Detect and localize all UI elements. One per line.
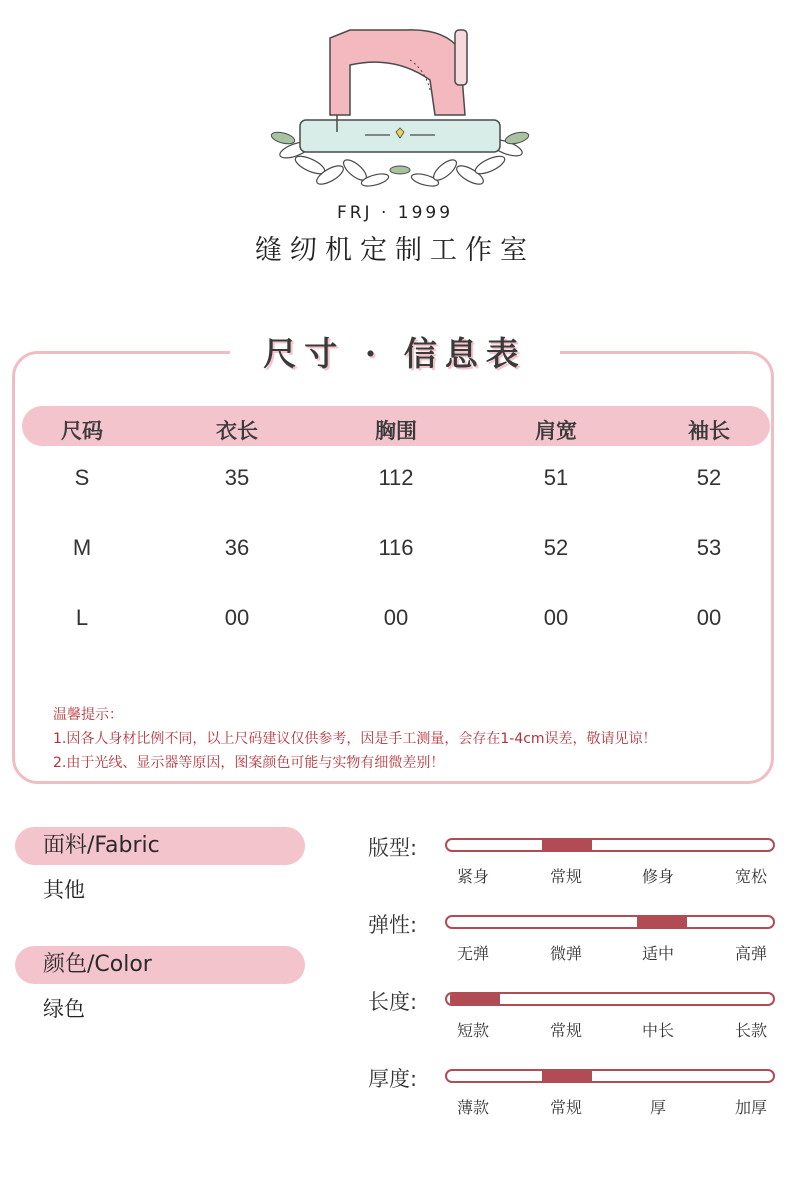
table-cell: 00 (543, 605, 569, 630)
table-cell: 116 (378, 535, 414, 560)
attribute-scale-bar (445, 1069, 775, 1083)
attribute-label: 厚度: (368, 1067, 418, 1091)
attribute-scale-marker (637, 917, 687, 927)
size-notes (53, 703, 657, 775)
attribute-option: 常规 (549, 1021, 582, 1040)
attribute-scale-marker (450, 994, 500, 1004)
attribute-scale-bar (445, 915, 775, 929)
color-value: 绿色 (43, 997, 85, 1021)
col-header-shoulder: 肩宽 (535, 419, 577, 443)
table-cell: 51 (543, 465, 569, 490)
col-header-sleeve: 袖长 (688, 419, 730, 443)
col-header-size: 尺码 (61, 419, 103, 443)
attribute-option: 中长 (641, 1021, 674, 1040)
size-section-title: 尺寸 · 信息表 (230, 330, 560, 378)
table-cell: S (74, 465, 90, 490)
attribute-scale-marker (542, 840, 592, 850)
color-label: 颜色/Color (15, 946, 305, 984)
table-cell: M (72, 535, 92, 560)
table-row (0, 605, 790, 635)
studio-name: 缝纫机定制工作室 (255, 235, 535, 266)
col-header-length: 衣长 (216, 419, 258, 443)
notes-heading: 温馨提示： (53, 707, 123, 723)
size-table-header (22, 406, 770, 446)
notes-line-2: 2.由于光线、显示器等原因，图案颜色可能与实物有细微差别！ (53, 755, 445, 771)
brand-code: FRJ · 1999 (336, 203, 454, 223)
attribute-option: 微弹 (549, 944, 582, 963)
attribute-scale-marker (542, 1071, 592, 1081)
table-cell: 35 (224, 465, 250, 490)
table-row (0, 465, 790, 495)
table-cell: 112 (378, 465, 414, 490)
attribute-option: 长款 (734, 1021, 767, 1040)
fabric-value: 其他 (43, 878, 85, 902)
attribute-option: 紧身 (456, 867, 489, 886)
table-cell: 00 (383, 605, 409, 630)
attribute-option: 加厚 (734, 1098, 767, 1117)
table-cell: 52 (696, 465, 722, 490)
attribute-option: 宽松 (734, 867, 767, 886)
attribute-option: 薄款 (456, 1098, 489, 1117)
table-row (0, 535, 790, 565)
attribute-option: 短款 (456, 1021, 489, 1040)
attribute-option: 常规 (549, 867, 582, 886)
attribute-option: 高弹 (734, 944, 767, 963)
attribute-label: 长度: (368, 990, 418, 1014)
fabric-label: 面料/Fabric (15, 827, 305, 865)
attribute-scale-bar (445, 992, 775, 1006)
table-cell: 00 (224, 605, 250, 630)
attribute-option: 无弹 (456, 944, 489, 963)
attribute-option: 常规 (549, 1098, 582, 1117)
table-cell: 52 (543, 535, 569, 560)
table-cell: 53 (696, 535, 722, 560)
table-cell: 36 (224, 535, 250, 560)
attribute-label: 弹性: (368, 913, 418, 937)
attribute-scale-bar (445, 838, 775, 852)
notes-line-1: 1.因各人身材比例不同，以上尺码建议仅供参考，因是手工测量，会存在1-4cm误差，敬请见谅！ (53, 731, 657, 747)
col-header-chest: 胸围 (375, 419, 417, 443)
table-cell: 00 (696, 605, 722, 630)
attribute-option: 修身 (641, 867, 674, 886)
attribute-option: 适中 (641, 944, 674, 963)
attribute-option: 厚 (649, 1098, 666, 1117)
sewing-machine-logo (255, 20, 545, 200)
attribute-label: 版型: (368, 836, 418, 860)
table-cell: L (75, 605, 89, 630)
